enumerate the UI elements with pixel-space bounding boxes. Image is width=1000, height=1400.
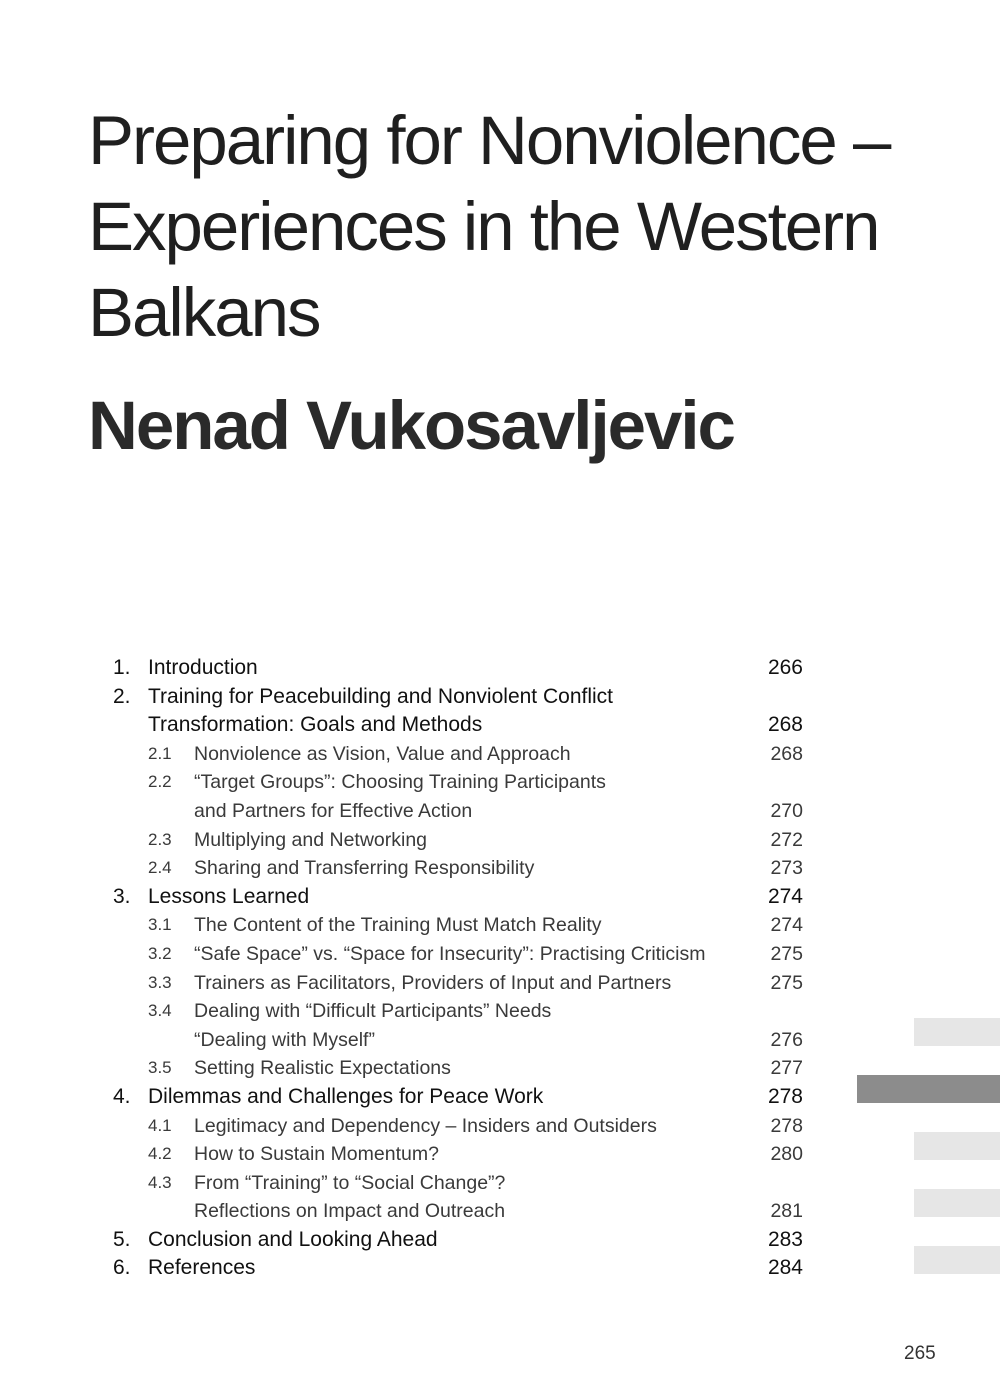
author-name: Nenad Vukosavljevic xyxy=(88,387,734,464)
chapter-title xyxy=(88,98,948,356)
toc-entry[interactable] xyxy=(113,711,803,740)
toc-entry-page: 275 xyxy=(770,971,803,994)
thumb-tab xyxy=(914,1132,1000,1160)
toc-entry-label: Conclusion and Looking Ahead xyxy=(148,1227,438,1251)
toc-entry-number: 2. xyxy=(113,684,131,708)
toc-entry-label: Legitimacy and Dependency – Insiders and Outsiders xyxy=(194,1114,657,1137)
chapter-title-line-3: Balkans xyxy=(88,274,320,351)
toc-entry[interactable] xyxy=(113,654,803,683)
toc-entry-number: 3.3 xyxy=(148,972,172,992)
toc-entry[interactable] xyxy=(113,1083,803,1112)
toc-entry-page: 276 xyxy=(770,1028,803,1051)
thumb-tab xyxy=(914,1189,1000,1217)
toc-entry-label: The Content of the Training Must Match Reality xyxy=(194,914,602,937)
toc-entry-number: 2.1 xyxy=(148,743,172,763)
toc-entry-page: 266 xyxy=(767,656,803,679)
toc-entry-label: “Safe Space” vs. “Space for Insecurity”: Practising Criticism xyxy=(194,942,706,965)
toc-subentry[interactable] xyxy=(113,940,803,969)
toc-entry-number: 4.2 xyxy=(148,1144,172,1164)
toc-entry-page: 277 xyxy=(770,1057,803,1080)
toc-subentry[interactable] xyxy=(113,1026,803,1055)
thumb-tab xyxy=(914,1246,1000,1274)
toc-entry-label: Sharing and Transferring Responsibility xyxy=(194,857,535,880)
toc-entry-number: 6. xyxy=(113,1256,131,1280)
toc-entry-label: Trainers as Facilitators, Providers of Input and Partners xyxy=(194,971,672,994)
toc-entry-label: Transformation: Goals and Methods xyxy=(148,713,483,737)
toc-subentry[interactable] xyxy=(113,740,803,769)
toc-entry-label: Reflections on Impact and Outreach xyxy=(194,1200,506,1223)
toc-entry-label: From “Training” to “Social Change”? xyxy=(194,1171,506,1194)
toc-entry-label: References xyxy=(148,1256,256,1280)
toc-entry-label: “Dealing with Myself” xyxy=(194,1028,375,1051)
toc-entry-page: 270 xyxy=(770,799,803,822)
toc-entry-label: Lessons Learned xyxy=(148,884,310,908)
thumb-tab xyxy=(914,1018,1000,1046)
toc-entry-page: 280 xyxy=(770,1143,803,1166)
toc-subentry[interactable] xyxy=(113,797,803,826)
toc-entry-page: 283 xyxy=(767,1227,803,1251)
toc-entry-number: 3. xyxy=(113,884,131,908)
toc-entry-label: Training for Peacebuilding and Nonviolent Conflict xyxy=(148,684,613,708)
toc-entry-page: 268 xyxy=(770,742,803,765)
toc-subentry[interactable] xyxy=(113,768,803,797)
chapter-title-line-2: Experiences in the Western xyxy=(88,188,879,265)
toc-entry-label: Setting Realistic Expectations xyxy=(194,1057,451,1080)
toc-entry-label: “Target Groups”: Choosing Training Participants xyxy=(194,771,606,794)
table-of-contents xyxy=(113,654,803,1283)
toc-entry-page: 268 xyxy=(767,713,803,737)
chapter-title-line-1: Preparing for Nonviolence – xyxy=(88,102,890,179)
toc-subentry[interactable] xyxy=(113,969,803,998)
toc-entry-number: 3.2 xyxy=(148,943,172,963)
toc-entry-page: 281 xyxy=(770,1200,803,1223)
toc-entry[interactable] xyxy=(113,883,803,912)
toc-subentry[interactable] xyxy=(113,854,803,883)
toc-entry-label: and Partners for Effective Action xyxy=(194,799,473,822)
toc-subentry[interactable] xyxy=(113,1112,803,1141)
toc-entry-number: 3.1 xyxy=(148,915,172,935)
toc-subentry[interactable] xyxy=(113,997,803,1026)
toc-subentry[interactable] xyxy=(113,1054,803,1083)
toc-entry-page: 284 xyxy=(767,1256,803,1280)
toc-entry-page: 278 xyxy=(767,1084,803,1108)
toc-subentry[interactable] xyxy=(113,1169,803,1198)
toc-entry-label: Dilemmas and Challenges for Peace Work xyxy=(148,1084,544,1108)
toc-entry-label: Dealing with “Difficult Participants” Needs xyxy=(194,1000,552,1023)
toc-entry-page: 278 xyxy=(770,1114,803,1137)
toc-entry-page: 273 xyxy=(770,857,803,880)
toc-entry-number: 3.5 xyxy=(148,1058,172,1078)
toc-entry-number: 4. xyxy=(113,1084,131,1108)
toc-entry-number: 4.3 xyxy=(148,1172,172,1192)
toc-subentry[interactable] xyxy=(113,911,803,940)
thumb-tab-active xyxy=(857,1075,1000,1103)
toc-entry-page: 274 xyxy=(767,884,803,908)
toc-entry-number: 2.2 xyxy=(148,772,172,792)
toc-entry-number: 3.4 xyxy=(148,1001,172,1021)
toc-entry-label: Introduction xyxy=(148,656,258,679)
toc-entry[interactable] xyxy=(113,1226,803,1255)
toc-entry[interactable] xyxy=(113,683,803,712)
toc-entry-label: Multiplying and Networking xyxy=(194,828,428,851)
toc-entry-page: 274 xyxy=(770,914,803,937)
toc-entry-label: How to Sustain Momentum? xyxy=(194,1143,439,1166)
toc-entry-label: Nonviolence as Vision, Value and Approach xyxy=(194,742,571,765)
toc-entry-number: 1. xyxy=(113,656,131,679)
toc-entry-page: 275 xyxy=(770,942,803,965)
toc-entry[interactable] xyxy=(113,1254,803,1283)
toc-entry-number: 4.1 xyxy=(148,1115,172,1135)
toc-subentry[interactable] xyxy=(113,1140,803,1169)
page-number: 265 xyxy=(904,1343,936,1364)
toc-entry-number: 5. xyxy=(113,1227,131,1251)
toc-entry-page: 272 xyxy=(770,828,803,851)
toc-entry-number: 2.4 xyxy=(148,858,172,878)
toc-entry-number: 2.3 xyxy=(148,829,172,849)
toc-subentry[interactable] xyxy=(113,826,803,855)
toc-subentry[interactable] xyxy=(113,1197,803,1226)
